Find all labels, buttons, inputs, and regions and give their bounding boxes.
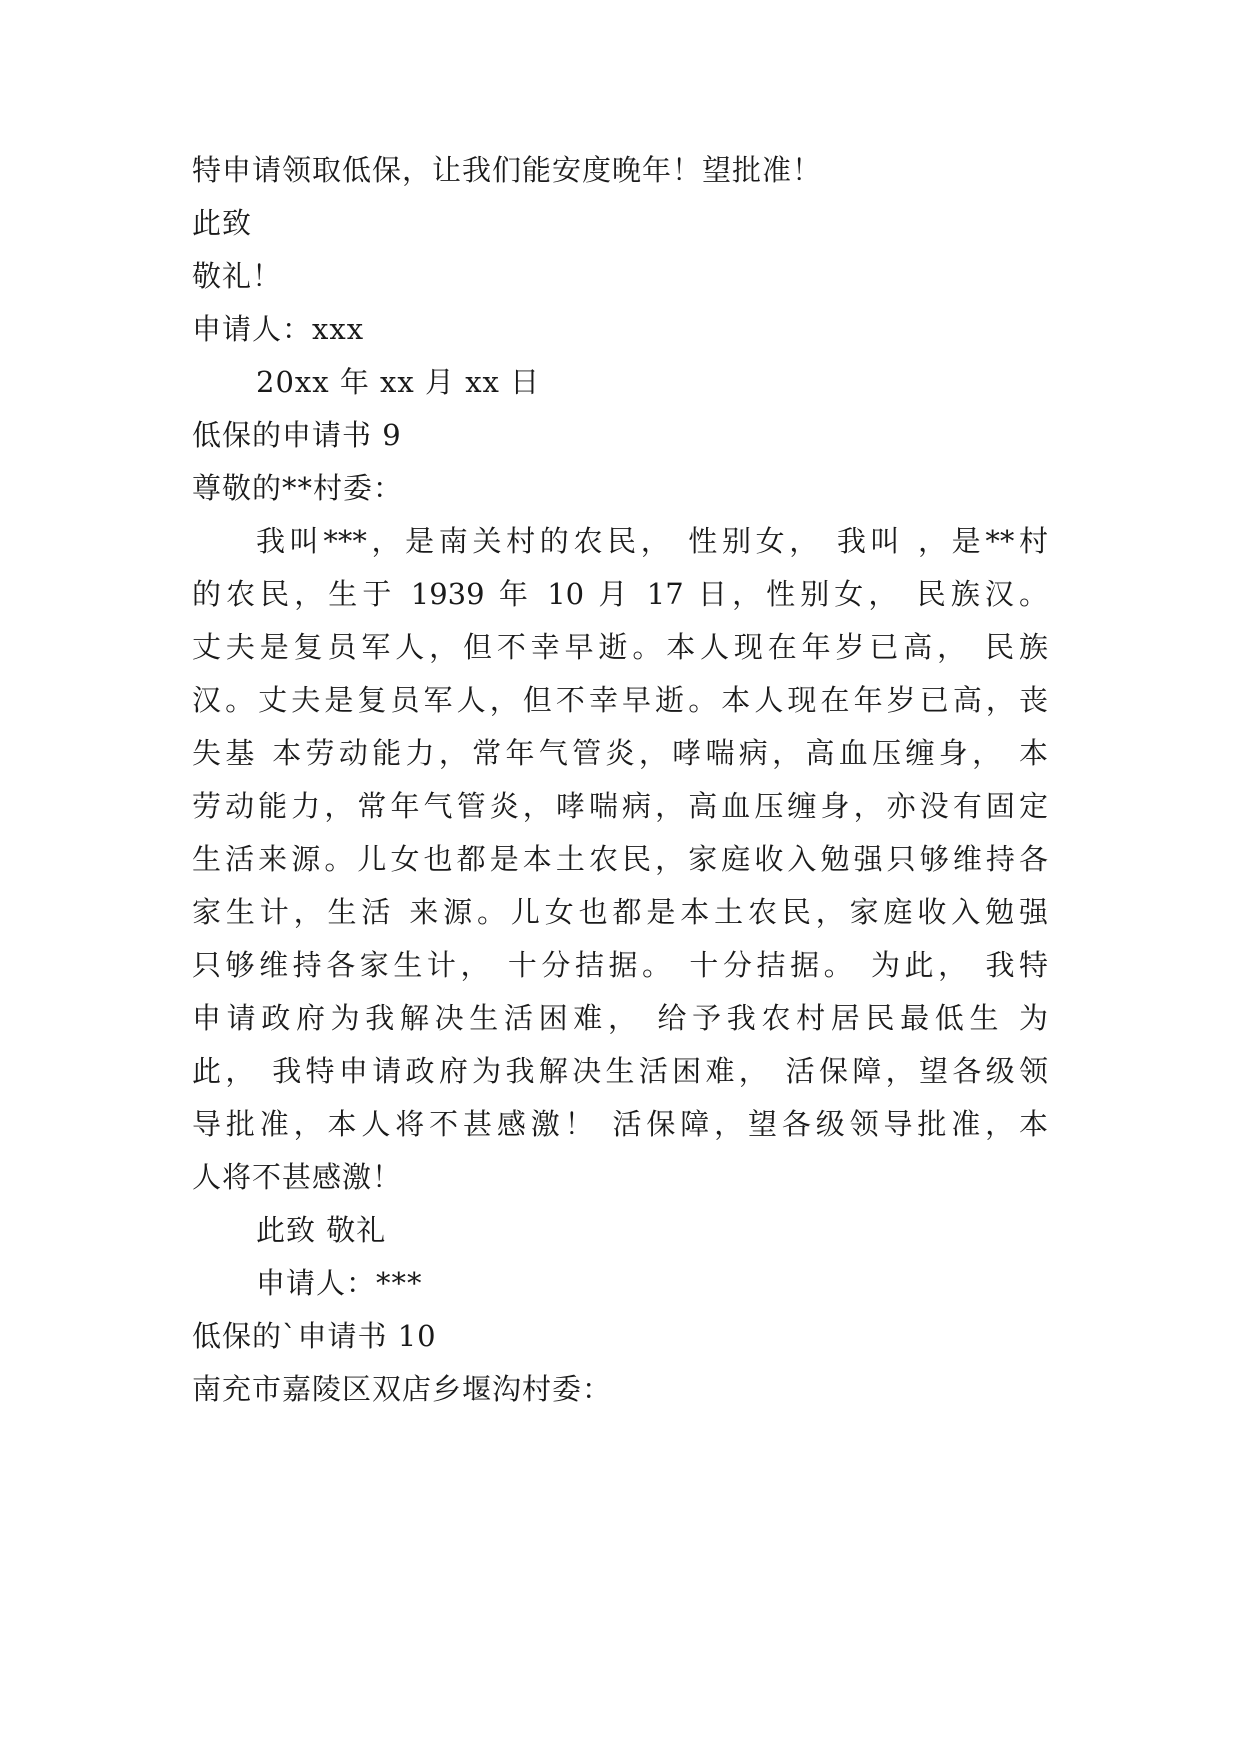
paragraph-line: 只够维持各家生计， 十分拮据。 十分拮据。 为此， 我特 (192, 948, 1048, 982)
paragraph-line: 导批准，本人将不甚感激！ 活保障，望各级领导批准，本 (192, 1107, 1048, 1141)
paragraph-line: 丈夫是复员军人，但不幸早逝。本人现在年岁已高， 民族 (192, 630, 1048, 664)
section-title: 低保的申请书 9 (192, 418, 402, 452)
paragraph-line: 此， 我特申请政府为我解决生活困难， 活保障，望各级领 (192, 1054, 1048, 1088)
paragraph-line: 我叫***，是南关村的农民， 性别女， 我叫 ，是**村 (256, 524, 1048, 558)
text-line: 敬礼！ (192, 259, 283, 293)
section-title: 低保的`申请书 10 (192, 1319, 437, 1353)
date-line: 20xx 年 xx 月 xx 日 (256, 365, 541, 399)
closing-line: 此致 敬礼 (256, 1213, 387, 1247)
salutation: 南充市嘉陵区双店乡堰沟村委： (192, 1372, 613, 1406)
paragraph-line: 失基 本劳动能力，常年气管炎，哮喘病，高血压缠身， 本 (192, 736, 1048, 770)
signature-line: 申请人：xxx (192, 312, 365, 346)
paragraph-line: 劳动能力，常年气管炎，哮喘病，高血压缠身，亦没有固定 (192, 789, 1048, 823)
text-line: 此致 (192, 206, 253, 240)
signature-line: 申请人：*** (256, 1266, 423, 1300)
paragraph-line: 人将不甚感激！ (192, 1160, 403, 1194)
paragraph-line: 申请政府为我解决生活困难， 给予我农村居民最低生 为 (192, 1001, 1048, 1035)
text-line: 特申请领取低保，让我们能安度晚年！望批准！ (192, 153, 823, 187)
paragraph-line: 的农民，生于 1939 年 10 月 17 日，性别女， 民族汉。 (192, 577, 1048, 611)
paragraph-line: 家生计，生活 来源。儿女也都是本土农民，家庭收入勉强 (192, 895, 1048, 929)
salutation: 尊敬的**村委： (192, 471, 404, 505)
paragraph-line: 汉。丈夫是复员军人，但不幸早逝。本人现在年岁已高，丧 (192, 683, 1048, 717)
paragraph-line: 生活来源。儿女也都是本土农民，家庭收入勉强只够维持各 (192, 842, 1048, 876)
